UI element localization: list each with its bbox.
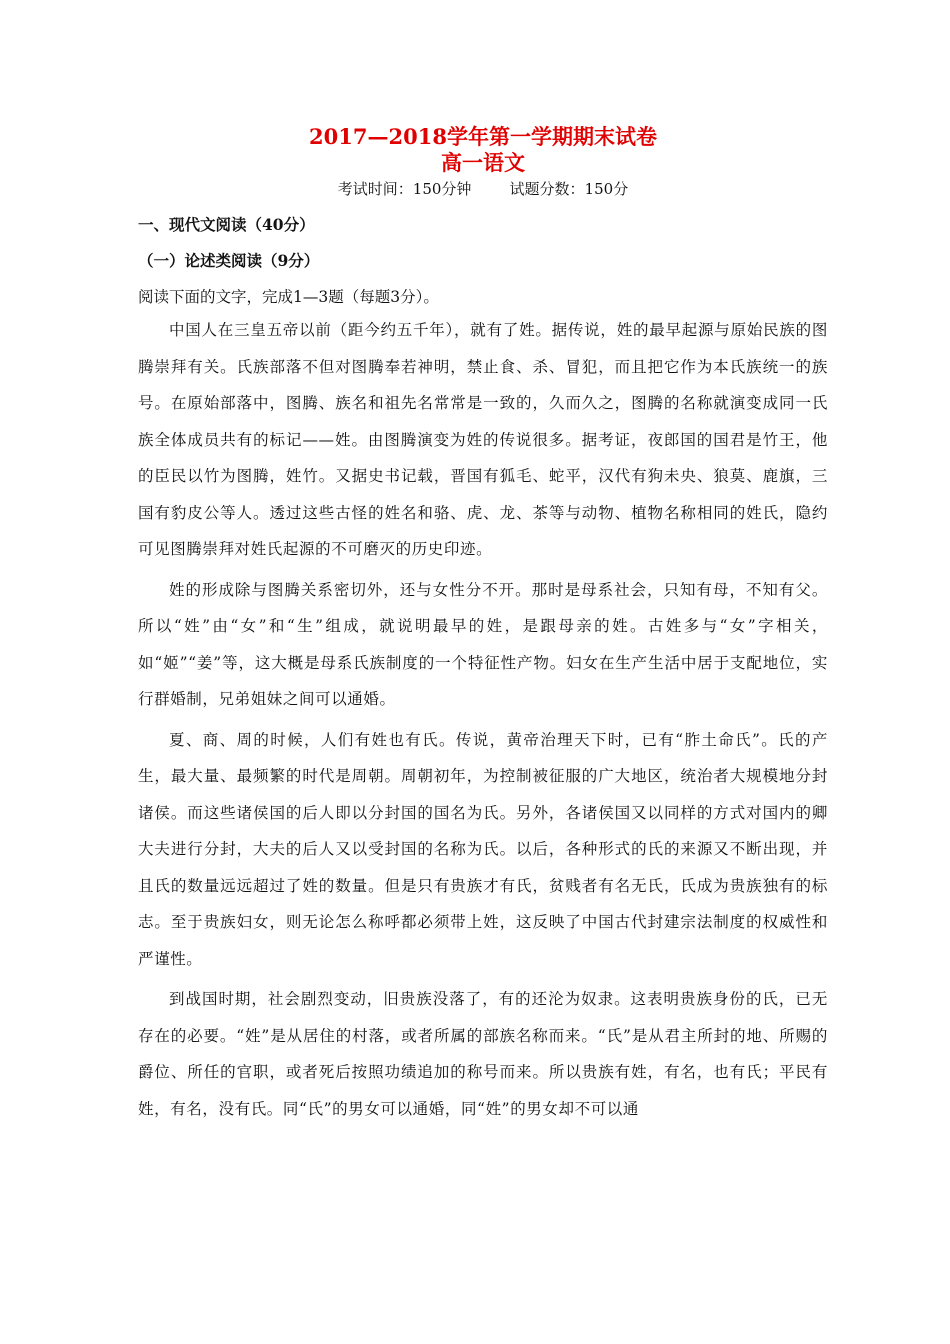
- exam-subject: 高一语文: [441, 150, 525, 175]
- subsection-heading: （一）论述类阅读（9分）: [138, 251, 320, 270]
- reading-instruction: 阅读下面的文字，完成1—3题（每题3分）。: [138, 288, 439, 306]
- section-heading: 一、现代文阅读（40分）: [138, 215, 315, 234]
- passage-paragraph-4: 到战国时期，社会剧烈变动，旧贵族没落了，有的还沦为奴隶。这表明贵族身份的氏，已无存在的必要。“姓”是从居住的村落，或者所属的部族名称而来。“氏”是从君主所封的地、所赐的爵位、所任的官职，或者死后按照功绩追加的称号而来。所以贵族有姓，有名，也有氏；平民有姓，有名，没有氏。同“氏”的男女可以通婚，同“姓”的男女却不可以通: [138, 990, 828, 1118]
- exam-meta: 考试时间：150分钟 试题分数：150分: [337, 180, 629, 198]
- exam-title: 2017—2018学年第一学期期末试卷: [309, 124, 657, 149]
- passage-paragraph-2: 姓的形成除与图腾关系密切外，还与女性分不开。那时是母系社会，只知有母，不知有父。所以“姓”由“女”和“生”组成，就说明最早的姓，是跟母亲的姓。古姓多与“女”字相关，如“姬”“姜”等，这大概是母系氏族制度的一个特征性产物。妇女在生产生活中居于支配地位，实行群婚制，兄弟姐妹之间可以通婚。: [138, 580, 828, 708]
- exam-page: [138, 124, 828, 1127]
- passage-paragraph-1: 中国人在三皇五帝以前（距今约五千年），就有了姓。据传说，姓的最早起源与原始民族的图腾崇拜有关。氏族部落不但对图腾奉若神明，禁止食、杀、冒犯，而且把它作为本氏族统一的族号。在原始部落中，图腾、族名和祖先名常常是一致的，久而久之，图腾的名称就演变成同一氏族全体成员共有的标记——姓。由图腾演变为姓的传说很多。据考证，夜郎国的国君是竹王，他的臣民以竹为图腾，姓竹。又据史书记载，晋国有狐毛、蛇平，汉代有狗未央、狼莫、鹿旗，三国有豹皮公等人。透过这些古怪的姓名和骆、虎、龙、茶等与动物、植物名称相同的姓氏，隐约可见图腾崇拜对姓氏起源的不可磨灭的历史印迹。: [138, 321, 828, 558]
- passage-paragraph-3: 夏、商、周的时候，人们有姓也有氏。传说，黄帝治理天下时，已有“胙土命氏”。氏的产生，最大量、最频繁的时代是周朝。周朝初年，为控制被征服的广大地区，统治者大规模地分封诸侯。而这些诸侯国的后人即以分封国的国名为氏。另外，各诸侯国又以同样的方式对国内的卿大夫进行分封，大夫的后人又以受封国的名称为氏。以后，各种形式的氏的来源又不断出现，并且氏的数量远远超过了姓的数量。但是只有贵族才有氏，贫贱者有名无氏，氏成为贵族独有的标志。至于贵族妇女，则无论怎么称呼都必须带上姓，这反映了中国古代封建宗法制度的权威性和严谨性。: [138, 730, 828, 968]
